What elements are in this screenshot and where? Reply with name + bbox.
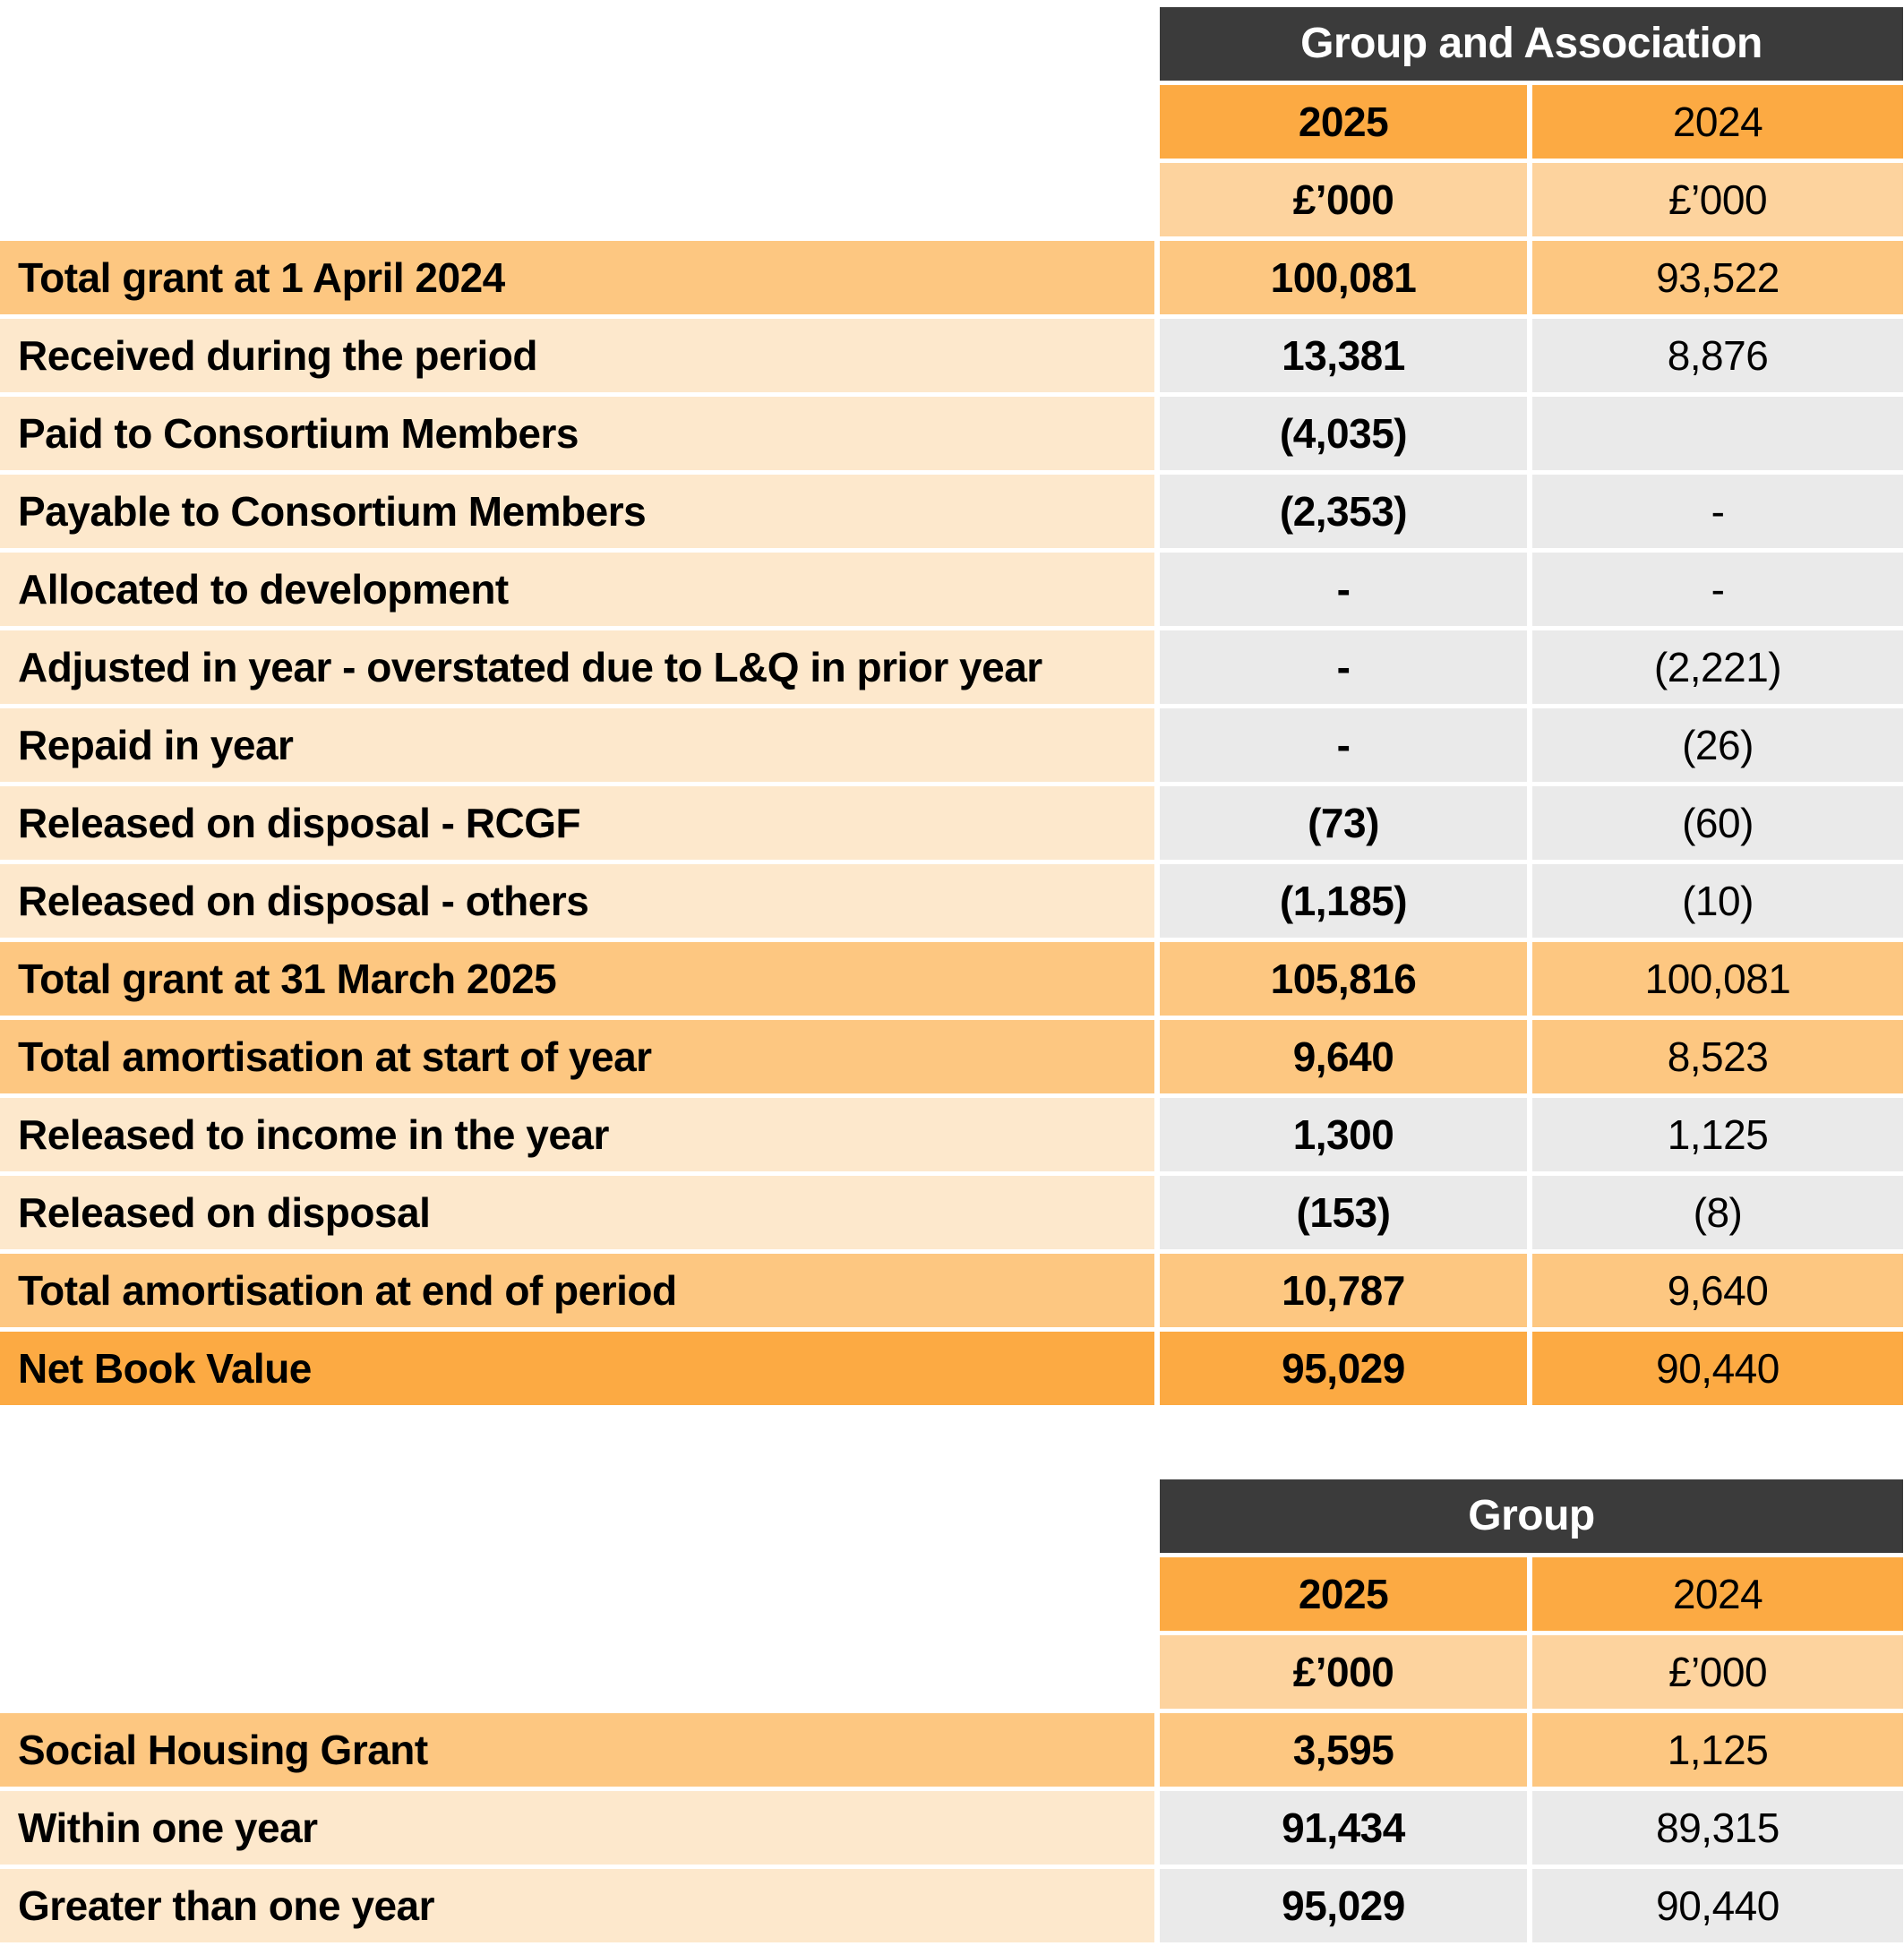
row-label: Paid to Consortium Members	[0, 397, 1154, 470]
value-2025: 1,300	[1160, 1098, 1527, 1171]
value-2025: (4,035)	[1160, 397, 1527, 470]
table-row	[0, 1332, 1904, 1405]
value-2025: 9,640	[1160, 1020, 1527, 1093]
value-2025: 95,029	[1160, 1332, 1527, 1405]
table-header-row	[0, 1479, 1904, 1553]
row-label: Social Housing Grant	[0, 1713, 1154, 1787]
year-header-row	[0, 85, 1904, 159]
value-2024: 93,522	[1532, 241, 1903, 314]
header-spacer	[0, 1635, 1154, 1709]
row-label: Total grant at 31 March 2025	[0, 942, 1154, 1016]
value-2025: (153)	[1160, 1176, 1527, 1249]
header-spacer	[0, 163, 1154, 236]
value-2024: (10)	[1532, 864, 1903, 938]
table-title: Group and Association	[1160, 7, 1903, 81]
value-2024: -	[1532, 553, 1903, 626]
table-row	[0, 397, 1904, 470]
value-2025: 100,081	[1160, 241, 1527, 314]
value-2024	[1532, 397, 1903, 470]
row-label: Net Book Value	[0, 1332, 1154, 1405]
value-2025: 95,029	[1160, 1869, 1527, 1942]
header-spacer	[0, 7, 1154, 81]
row-label: Received during the period	[0, 319, 1154, 392]
row-label: Within one year	[0, 1791, 1154, 1865]
table-row	[0, 942, 1904, 1016]
table-row	[0, 708, 1904, 782]
table-title: Group	[1160, 1479, 1903, 1553]
value-2025: -	[1160, 708, 1527, 782]
value-2024: 9,640	[1532, 1254, 1903, 1327]
year-header-2025: 2025	[1160, 85, 1527, 159]
value-2024: 1,125	[1532, 1713, 1903, 1787]
year-header-2025: 2025	[1160, 1557, 1527, 1631]
table-row	[0, 241, 1904, 314]
row-label: Total amortisation at start of year	[0, 1020, 1154, 1093]
row-label: Adjusted in year - overstated due to L&Q in prior year	[0, 630, 1154, 704]
table-row	[0, 864, 1904, 938]
row-label: Allocated to development	[0, 553, 1154, 626]
row-label: Released on disposal	[0, 1176, 1154, 1249]
table-row	[0, 1176, 1904, 1249]
header-spacer	[0, 85, 1154, 159]
value-2024: 90,440	[1532, 1869, 1903, 1942]
table-row	[0, 1713, 1904, 1787]
value-2024: (60)	[1532, 786, 1903, 860]
row-label: Total grant at 1 April 2024	[0, 241, 1154, 314]
value-2025: -	[1160, 553, 1527, 626]
unit-header-row	[0, 163, 1904, 236]
table-row	[0, 1869, 1904, 1942]
row-label: Repaid in year	[0, 708, 1154, 782]
row-label: Released on disposal - RCGF	[0, 786, 1154, 860]
unit-header-2024: £’000	[1532, 163, 1903, 236]
value-2024: (2,221)	[1532, 630, 1903, 704]
table-row	[0, 786, 1904, 860]
table-row	[0, 475, 1904, 548]
unit-header-2024: £’000	[1532, 1635, 1903, 1709]
year-header-row	[0, 1557, 1904, 1631]
table-row	[0, 1791, 1904, 1865]
value-2025: -	[1160, 630, 1527, 704]
row-label: Greater than one year	[0, 1869, 1154, 1942]
table-group	[0, 1479, 1904, 1942]
table-row	[0, 1254, 1904, 1327]
row-label: Released to income in the year	[0, 1098, 1154, 1171]
table-row	[0, 1020, 1904, 1093]
unit-header-2025: £’000	[1160, 163, 1527, 236]
value-2024: (8)	[1532, 1176, 1903, 1249]
value-2025: (2,353)	[1160, 475, 1527, 548]
row-label: Released on disposal - others	[0, 864, 1154, 938]
table-row	[0, 553, 1904, 626]
value-2025: 10,787	[1160, 1254, 1527, 1327]
unit-header-2025: £’000	[1160, 1635, 1527, 1709]
value-2024: 100,081	[1532, 942, 1903, 1016]
value-2025: (73)	[1160, 786, 1527, 860]
value-2024: 8,876	[1532, 319, 1903, 392]
unit-header-row	[0, 1635, 1904, 1709]
value-2024: 90,440	[1532, 1332, 1903, 1405]
table-row	[0, 1098, 1904, 1171]
value-2025: 91,434	[1160, 1791, 1527, 1865]
value-2024: 89,315	[1532, 1791, 1903, 1865]
header-spacer	[0, 1479, 1154, 1553]
value-2025: 13,381	[1160, 319, 1527, 392]
value-2024: (26)	[1532, 708, 1903, 782]
year-header-2024: 2024	[1532, 1557, 1903, 1631]
header-spacer	[0, 1557, 1154, 1631]
table-row	[0, 319, 1904, 392]
value-2024: -	[1532, 475, 1903, 548]
value-2024: 1,125	[1532, 1098, 1903, 1171]
year-header-2024: 2024	[1532, 85, 1903, 159]
table-group-and-association	[0, 7, 1904, 1405]
table-header-row	[0, 7, 1904, 81]
value-2025: 105,816	[1160, 942, 1527, 1016]
value-2025: (1,185)	[1160, 864, 1527, 938]
value-2025: 3,595	[1160, 1713, 1527, 1787]
row-label: Total amortisation at end of period	[0, 1254, 1154, 1327]
row-label: Payable to Consortium Members	[0, 475, 1154, 548]
table-row	[0, 630, 1904, 704]
value-2024: 8,523	[1532, 1020, 1903, 1093]
